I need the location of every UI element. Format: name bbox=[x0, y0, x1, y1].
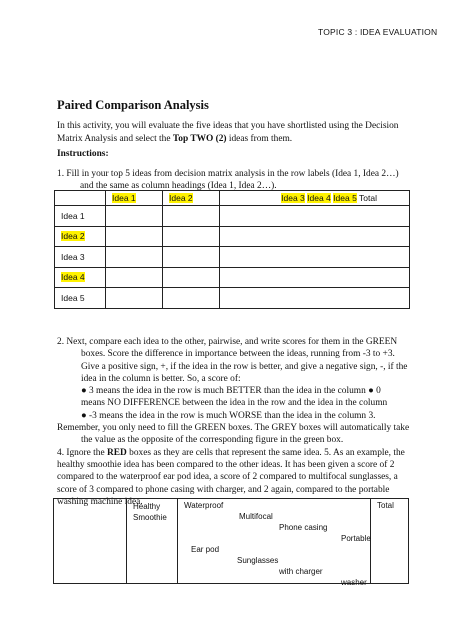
step4-line1 bbox=[57, 447, 425, 459]
header-total: Total bbox=[359, 193, 377, 203]
row-label-idea5: Idea 5 bbox=[61, 292, 85, 303]
matrix-cell[interactable] bbox=[220, 247, 410, 268]
step4-red-word: RED bbox=[106, 447, 127, 458]
example-ideas-header-cell bbox=[178, 499, 371, 587]
matrix-cell[interactable] bbox=[220, 267, 410, 288]
matrix-cell[interactable] bbox=[220, 206, 410, 227]
matrix-cell[interactable] bbox=[163, 206, 220, 227]
table-row bbox=[55, 206, 410, 227]
page-title: Paired Comparison Analysis bbox=[57, 98, 209, 112]
row-label-cell bbox=[55, 247, 106, 268]
step4-line5: washing machine idea. bbox=[57, 496, 143, 507]
example-ideas-labels bbox=[184, 501, 371, 587]
header-idea4: Idea 4 bbox=[307, 193, 331, 203]
table-row bbox=[55, 267, 410, 288]
header-idea2: Idea 2 bbox=[169, 193, 193, 203]
step4-line3: compared to the waterproof ear pod idea, a score of 2 compared to multifocal sunglasses, a bbox=[57, 472, 398, 483]
intro-paragraph bbox=[57, 120, 419, 146]
matrix-cell[interactable] bbox=[106, 247, 163, 268]
step1-line1: 1. Fill in your top 5 ideas from decision matrix analysis in the row labels (Idea 1, Idea 2…) bbox=[57, 169, 399, 179]
table-row bbox=[55, 288, 410, 309]
step2-line3: Give a positive sign, +, if the idea in the row is better, and give a negative sign, -, if the bbox=[81, 361, 408, 372]
header-idea5: Idea 5 bbox=[333, 193, 357, 203]
step4-text-b: boxes as they are cells that represent the same idea. 5. As an example, the bbox=[126, 447, 405, 458]
label-sunglasses: Sunglasses bbox=[237, 556, 279, 565]
bullet-line3: ● -3 means the idea in the row is much WORSE than the idea in the column 3. bbox=[81, 410, 376, 421]
example-matrix-table bbox=[53, 498, 409, 587]
row-label-idea2: Idea 2 bbox=[61, 231, 85, 242]
matrix-cell[interactable] bbox=[163, 226, 220, 247]
table-row bbox=[55, 247, 410, 268]
matrix-cell[interactable] bbox=[163, 267, 220, 288]
header-idea1: Idea 1 bbox=[112, 193, 136, 203]
row-label-cell bbox=[55, 206, 106, 227]
intro-bold: Top TWO (2) bbox=[172, 134, 227, 144]
row-label-idea3: Idea 3 bbox=[61, 251, 85, 262]
step1-paragraph bbox=[57, 168, 425, 192]
step4-line4: score of 3 compared to phone casing with charger, and 2 again, compared to the portable bbox=[57, 484, 390, 495]
step4-text-a: 4. Ignore the bbox=[57, 447, 107, 458]
matrix-header-row bbox=[55, 191, 410, 206]
matrix-cell[interactable] bbox=[106, 206, 163, 227]
example-header-row bbox=[54, 499, 409, 584]
step3-line1: Remember, you only need to fill the GREEN boxes. The GREY boxes will automatically take bbox=[57, 423, 410, 434]
label-with-charger: with charger bbox=[279, 567, 323, 576]
label-waterproof: Waterproof bbox=[184, 501, 224, 510]
label-washer: washer bbox=[341, 578, 367, 587]
matrix-cell[interactable] bbox=[106, 226, 163, 247]
matrix-cell[interactable] bbox=[106, 267, 163, 288]
row-label-cell bbox=[55, 267, 106, 288]
row-label-idea4: Idea 4 bbox=[61, 272, 85, 283]
matrix-cell[interactable] bbox=[106, 288, 163, 309]
matrix-header-cell bbox=[220, 191, 410, 206]
steps-paragraphs bbox=[57, 336, 425, 508]
row-label-idea1: Idea 1 bbox=[61, 210, 85, 221]
comparison-matrix-table bbox=[54, 190, 410, 309]
step2-line4: idea in the column is better. So, a score of: bbox=[81, 373, 241, 384]
example-corner-cell bbox=[54, 499, 127, 584]
label-ear-pod: Ear pod bbox=[191, 545, 220, 554]
matrix-header-cell bbox=[163, 191, 220, 206]
label-portable: Portable bbox=[341, 534, 371, 543]
step4-line2: healthy smoothie idea has been compared to the other ideas. It has been given a score of 2 bbox=[57, 459, 395, 470]
row-label-cell bbox=[55, 288, 106, 309]
matrix-cell[interactable] bbox=[220, 226, 410, 247]
step3-line2: the value as the opposite of the corresponding figure in the green box. bbox=[81, 435, 344, 446]
bullet-line2: means NO DIFFERENCE between the idea in the row and the idea in the column bbox=[81, 398, 388, 409]
matrix-cell[interactable] bbox=[220, 288, 410, 309]
header-topic: TOPIC 3 : IDEA EVALUATION bbox=[318, 27, 438, 37]
label-multifocal: Multifocal bbox=[239, 512, 273, 521]
intro-text-1: In this activity, you will evaluate the five ideas that you have shortlisted using the Decision Matrix Analysis and select the bbox=[57, 121, 399, 144]
intro-text-2: ideas from them. bbox=[226, 134, 293, 144]
row-label-cell bbox=[55, 226, 106, 247]
total-header: Total bbox=[371, 499, 409, 584]
step2-line2: boxes. Score the difference in importance between the ideas, running from -3 to +3. bbox=[81, 349, 395, 360]
table-row bbox=[55, 226, 410, 247]
label-phone-casing: Phone casing bbox=[279, 523, 328, 532]
bullet-line1: ● 3 means the idea in the row is much BETTER than the idea in the column ● 0 bbox=[81, 386, 381, 397]
matrix-header-cell bbox=[106, 191, 163, 206]
step2-line1: 2. Next, compare each idea to the other, pairwise, and write scores for them in the GREEN bbox=[57, 337, 398, 347]
step1-line2: and the same as column headings (Idea 1, Idea 2…). bbox=[80, 181, 277, 191]
matrix-cell[interactable] bbox=[163, 247, 220, 268]
healthy-smoothie-header: Healthy Smoothie bbox=[127, 499, 178, 584]
header-idea3: Idea 3 bbox=[281, 193, 305, 203]
instructions-label: Instructions: bbox=[57, 149, 109, 159]
matrix-corner-cell bbox=[55, 191, 106, 206]
matrix-cell[interactable] bbox=[163, 288, 220, 309]
